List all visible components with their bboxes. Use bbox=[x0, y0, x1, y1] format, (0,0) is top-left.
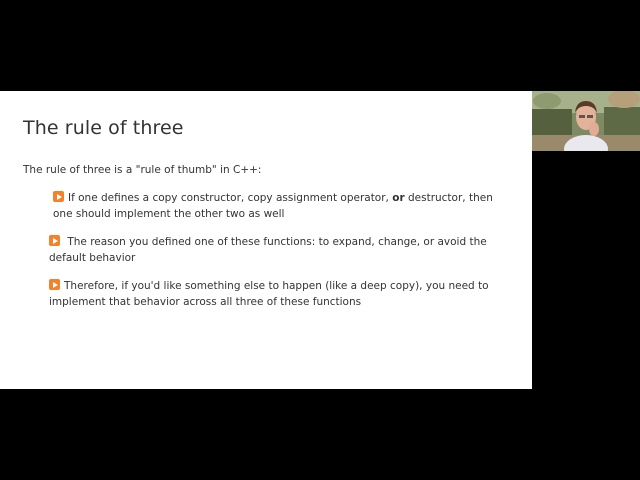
presenter-webcam bbox=[532, 91, 640, 151]
bullet-item-3 bbox=[49, 278, 499, 310]
presenter-video-feed bbox=[532, 91, 640, 151]
slide-intro-text: The rule of three is a "rule of thumb" in C++: bbox=[23, 164, 262, 176]
bullet-item-2 bbox=[49, 234, 499, 266]
bullet-3-text: Therefore, if you'd like something else to happen (like a deep copy), you need to implement that behavior across all three of these functions bbox=[49, 280, 489, 308]
bullet-1-text-pre: If one defines a copy constructor, copy assignment operator, bbox=[68, 192, 393, 204]
bullet-list bbox=[49, 190, 499, 322]
bullet-2-text: The reason you defined one of these functions: to expand, change, or avoid the default behavior bbox=[49, 236, 487, 264]
play-button-icon bbox=[49, 279, 60, 290]
play-button-icon bbox=[49, 235, 60, 246]
bullet-1-emphasis: or bbox=[392, 192, 405, 204]
presentation-slide bbox=[0, 91, 532, 389]
play-button-icon bbox=[53, 191, 64, 202]
bullet-item-1 bbox=[49, 190, 499, 222]
bullet-1-text-post: destructor, then one should implement the other two as well bbox=[53, 192, 493, 220]
slide-title: The rule of three bbox=[23, 117, 184, 139]
